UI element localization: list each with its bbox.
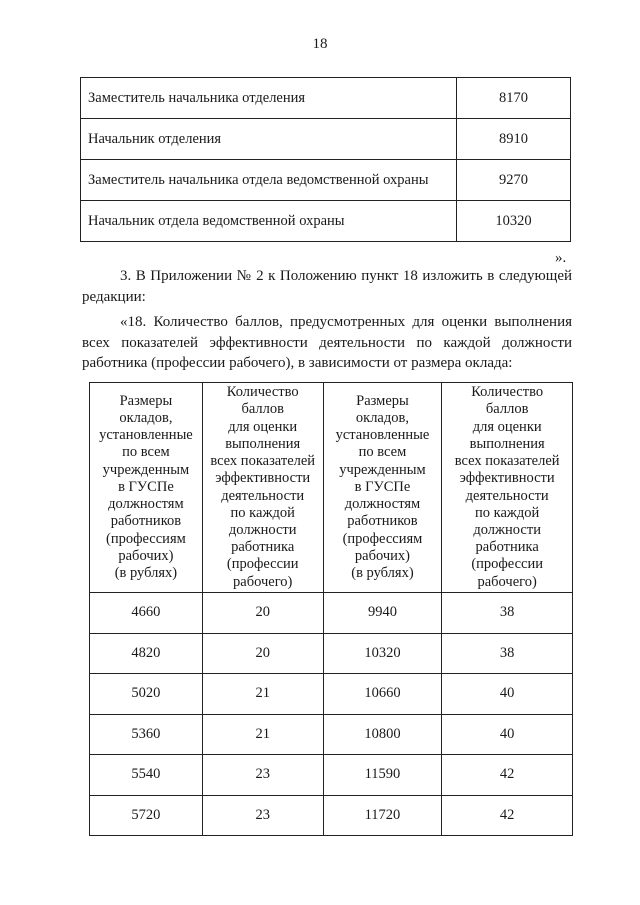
salary-cell: 4660 [90, 593, 203, 634]
positions-table-body [81, 78, 571, 242]
header-line: деятельности [221, 487, 305, 504]
points-table-header-cell [442, 383, 573, 593]
header-line: по каждой [475, 504, 540, 521]
header-line: должностям [344, 496, 421, 513]
points-cell: 38 [442, 593, 573, 634]
header-line: в ГУСПе [354, 478, 411, 495]
salary-cell: 5720 [90, 795, 203, 836]
salary-cell: 5360 [90, 714, 203, 755]
header-line: выполнения [469, 435, 545, 452]
position-salary-cell: 8170 [457, 78, 571, 119]
positions-table-row [81, 78, 571, 119]
points-cell: 42 [442, 795, 573, 836]
header-line: баллов [241, 401, 284, 418]
header-line: должности [473, 521, 541, 538]
header-line: Количество [471, 384, 544, 401]
header-line: рабочих) [354, 547, 410, 564]
paragraph-clause-18 [82, 312, 572, 374]
salary-cell: 11590 [323, 755, 442, 796]
position-salary-cell: 9270 [457, 160, 571, 201]
position-title-cell: Начальник отделения [81, 119, 457, 160]
positions-table [80, 77, 571, 242]
header-line: рабочего) [233, 573, 293, 590]
position-salary-cell: 8910 [457, 119, 571, 160]
header-line: рабочего) [477, 573, 537, 590]
points-cell: 20 [202, 593, 323, 634]
position-title-cell: Начальник отдела ведомственной охраны [81, 201, 457, 242]
points-table [89, 382, 573, 836]
points-cell: 21 [202, 714, 323, 755]
header-line: по всем [358, 444, 407, 461]
points-cell: 38 [442, 633, 573, 674]
points-cell: 40 [442, 714, 573, 755]
header-line: для оценки [472, 418, 542, 435]
paragraph-amendment-text: 3. В Приложении № 2 к Положению пункт 18 изложить в следующей редакции: [82, 268, 572, 305]
salary-cell: 9940 [323, 593, 442, 634]
salary-cell: 10660 [323, 674, 442, 715]
points-table-row [90, 593, 573, 634]
salary-cell: 5020 [90, 674, 203, 715]
paragraph-amendment [82, 266, 572, 307]
positions-table-row [81, 201, 571, 242]
points-cell: 20 [202, 633, 323, 674]
points-table-row [90, 674, 573, 715]
positions-table-row [81, 119, 571, 160]
header-line: эффективности [215, 470, 311, 487]
header-line: работников [110, 513, 182, 530]
header-line: (в рублях) [114, 564, 178, 581]
position-title-cell: Заместитель начальника отдела ведомственной охраны [81, 160, 457, 201]
header-line: работника [475, 539, 539, 556]
header-line: работников [347, 513, 418, 530]
points-table-header-cell [202, 383, 323, 593]
points-table-row [90, 795, 573, 836]
points-table-body [90, 593, 573, 836]
header-line: по всем [122, 444, 170, 461]
salary-cell: 4820 [90, 633, 203, 674]
header-line: (профессии [471, 556, 543, 573]
points-table-header-cell [90, 383, 203, 593]
header-line: (профессии [226, 556, 299, 573]
header-line: должности [228, 521, 297, 538]
points-cell: 40 [442, 674, 573, 715]
points-cell: 23 [202, 795, 323, 836]
header-line: (в рублях) [351, 564, 414, 581]
header-line: всех показателей [210, 453, 316, 470]
header-line: Количество [226, 384, 299, 401]
points-table-row [90, 633, 573, 674]
header-line: эффективности [459, 470, 555, 487]
header-line: рабочих) [118, 547, 174, 564]
closing-quote: ». [555, 250, 567, 266]
points-cell: 23 [202, 755, 323, 796]
header-line: окладов, [119, 410, 173, 427]
header-line: учрежденным [102, 461, 190, 478]
header-line: для оценки [228, 418, 298, 435]
header-line: баллов [485, 401, 529, 418]
points-table-header-row [90, 383, 573, 593]
header-line: должностям [108, 496, 184, 513]
points-cell: 21 [202, 674, 323, 715]
salary-cell: 11720 [323, 795, 442, 836]
page-number: 18 [312, 36, 328, 52]
salary-cell: 10320 [323, 633, 442, 674]
header-line: всех показателей [454, 453, 560, 470]
header-line: установленные [335, 427, 430, 444]
header-line: в ГУСПе [118, 478, 174, 495]
header-line: окладов, [355, 410, 409, 427]
position-title-cell: Заместитель начальника отделения [81, 78, 457, 119]
salary-cell: 5540 [90, 755, 203, 796]
header-line: выполнения [225, 435, 301, 452]
header-line: по каждой [230, 504, 295, 521]
positions-table-row [81, 160, 571, 201]
header-line: (профессиям [342, 530, 423, 547]
header-line: установленные [99, 427, 193, 444]
header-line: Размеры [356, 392, 409, 409]
points-table-row [90, 755, 573, 796]
header-line: Размеры [119, 392, 173, 409]
points-cell: 42 [442, 755, 573, 796]
header-line: учрежденным [339, 461, 426, 478]
header-line: (профессиям [106, 530, 186, 547]
position-salary-cell: 10320 [457, 201, 571, 242]
paragraph-clause-18-text: «18. Количество баллов, предусмотренных для оценки выполнения всех показателей эффективности деятельности по каждой должности работника (профессии рабочего), в зависимости от размера оклада: [82, 314, 572, 371]
header-line: работника [231, 539, 295, 556]
points-table-row [90, 714, 573, 755]
salary-cell: 10800 [323, 714, 442, 755]
header-line: деятельности [465, 487, 549, 504]
points-table-header-cell [323, 383, 442, 593]
